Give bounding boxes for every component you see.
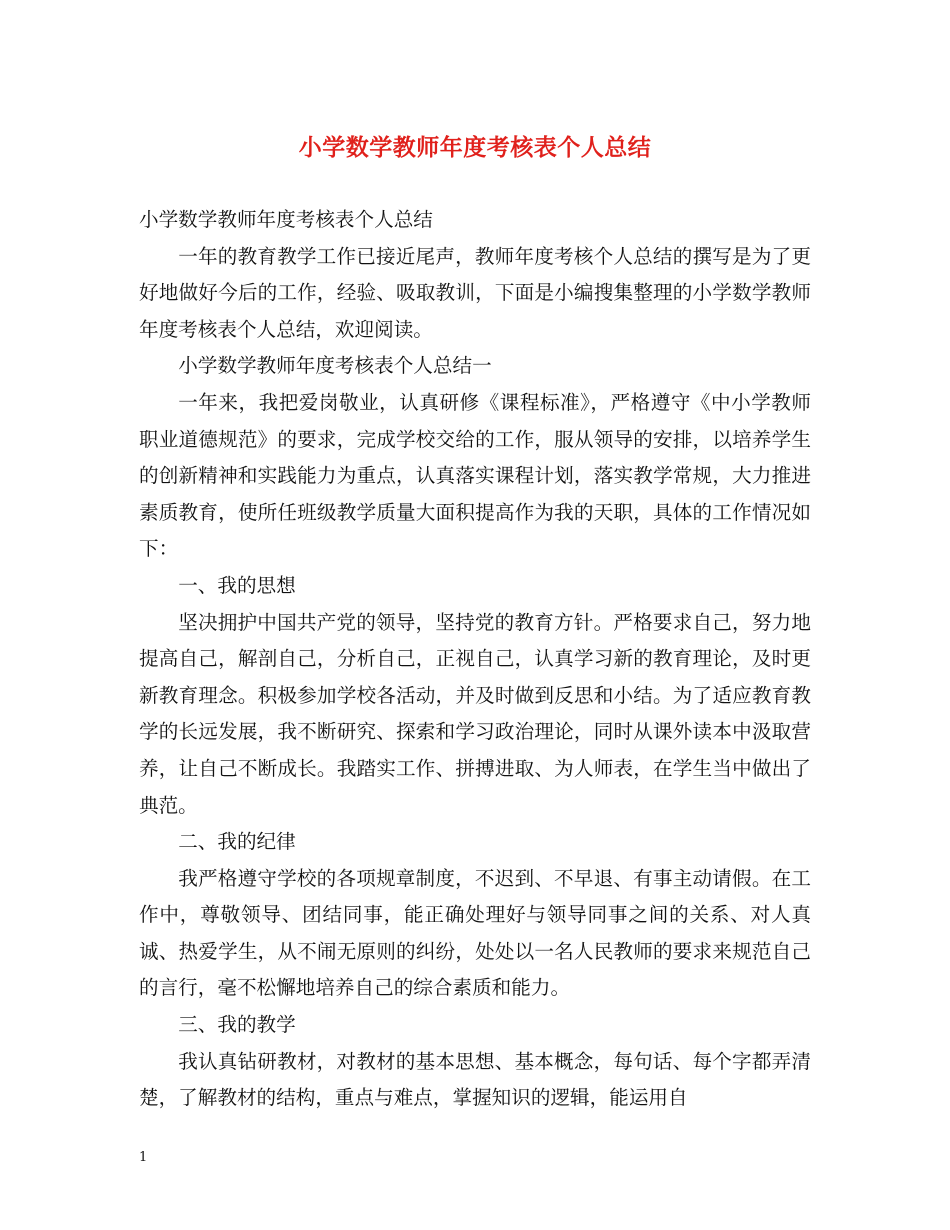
teaching-paragraph: 我认真钻研教材，对教材的基本思想、基本概念，每句话、每个字都弄清楚，了解教材的结构，重点与难点，掌握知识的逻辑，能运用自 bbox=[139, 1049, 811, 1110]
thought-paragraph: 坚决拥护中国共产党的领导，坚持党的教育方针。严格要求自己，努力地提高自己，解剖自己，分析自己，正视自己，认真学习新的教育理论，及时更新教育理念。积极参加学校各活动，并及时做到反思和小结。为了适应教育教学的长远发展，我不断研究、探索和学习政治理论，同时从课外读本中汲取营养，让自己不断成长。我踏实工作、拼搏进取、为人师表，在学生当中做出了典范。 bbox=[139, 610, 811, 817]
document-title: 小学数学教师年度考核表个人总结 bbox=[298, 134, 652, 161]
section-heading-thought: 一、我的思想 bbox=[178, 573, 296, 597]
intro-paragraph: 一年的教育教学工作已接近尾声，教师年度考核个人总结的撰写是为了更好地做好今后的工作，经验、吸取教训，下面是小编搜集整理的小学数学教师年度考核表个人总结，欢迎阅读。 bbox=[139, 244, 811, 341]
section-heading-discipline: 二、我的纪律 bbox=[178, 830, 296, 854]
summary-paragraph: 一年来，我把爱岗敬业，认真研修《课程标准》，严格遵守《中小学教师职业道德规范》的要求，完成学校交给的工作，服从领导的安排，以培养学生的创新精神和实践能力为重点，认真落实课程计划，落实教学常规，大力推进素质教育，使所任班级教学质量大面积提高作为我的天职，具体的工作情况如下： bbox=[139, 390, 811, 561]
section-heading-summary-one: 小学数学教师年度考核表个人总结一 bbox=[178, 354, 492, 378]
discipline-paragraph: 我严格遵守学校的各项规章制度，不迟到、不早退、有事主动请假。在工作中，尊敬领导、团结同事，能正确处理好与领导同事之间的关系、对人真诚、热爱学生，从不闹无原则的纠纷，处处以一名人民教师的要求来规范自己的言行，毫不松懈地培养自己的综合素质和能力。 bbox=[139, 866, 811, 1000]
subtitle-line: 小学数学教师年度考核表个人总结 bbox=[139, 208, 433, 231]
document-body bbox=[139, 202, 811, 1117]
section-heading-teaching: 三、我的教学 bbox=[178, 1013, 296, 1037]
page-number: 1 bbox=[139, 1150, 148, 1165]
